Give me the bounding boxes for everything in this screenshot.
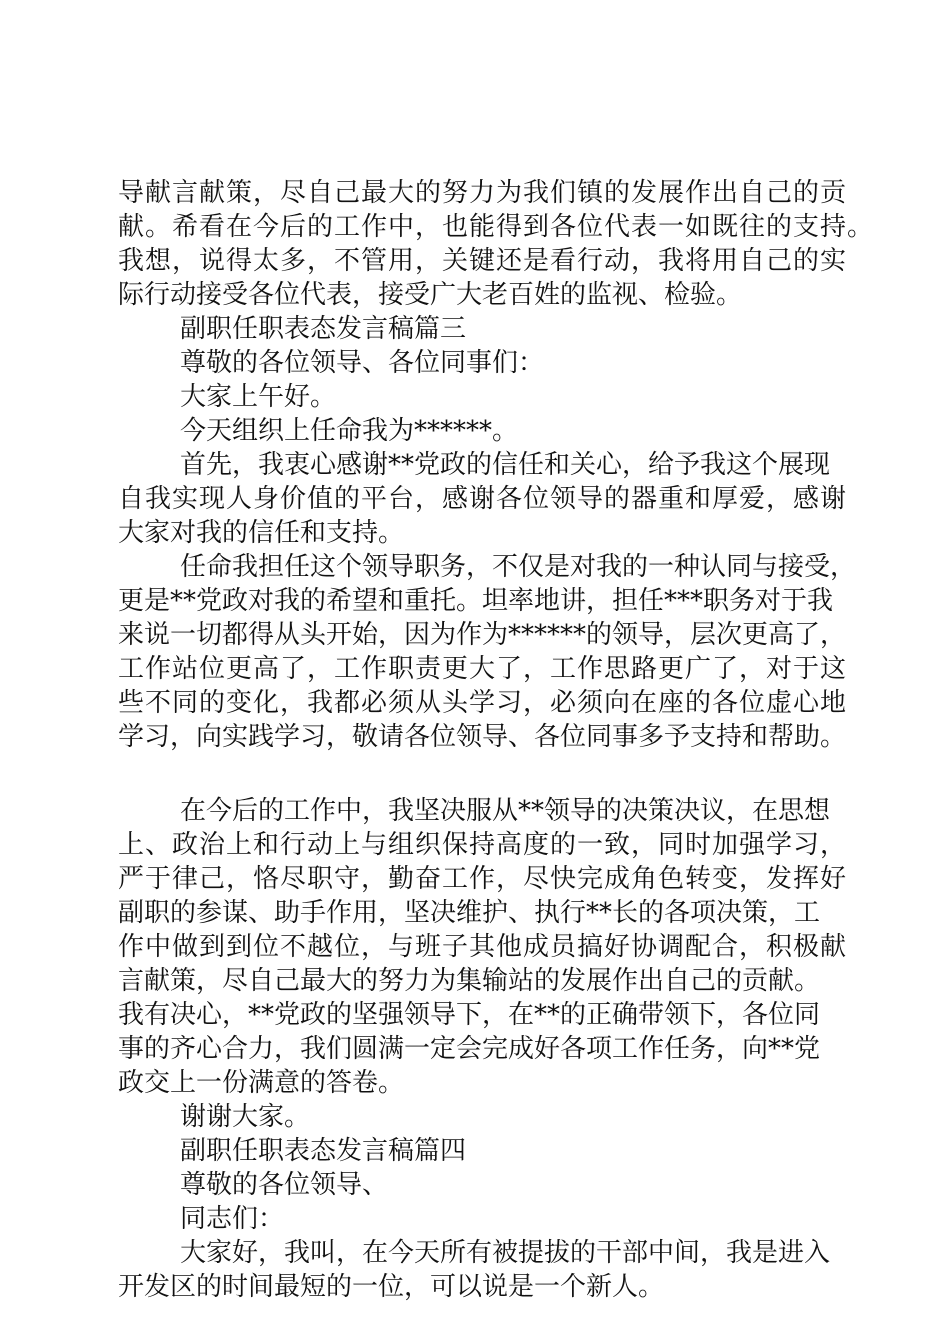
salutation: 尊敬的各位领导、 xyxy=(180,1170,389,1200)
text-line: 工作站位更高了，工作职责更大了，工作思路更广了，对于这 xyxy=(118,654,848,684)
text-line: 言献策，尽自己最大的努力为集输站的发展作出自己的贡献。 xyxy=(118,966,821,996)
text-line: 今天组织上任命我为******。 xyxy=(180,416,519,446)
text-line: 任命我担任这个领导职务，不仅是对我的一种认同与接受， xyxy=(180,552,857,582)
text-line: 首先，我衷心感谢**党政的信任和关心，给予我这个展现 xyxy=(180,450,831,480)
text-line: 在今后的工作中，我坚决服从**领导的决策决议，在思想 xyxy=(180,796,831,826)
text-line: 些不同的变化，我都必须从头学习，必须向在座的各位虚心地 xyxy=(118,688,848,718)
section-heading: 副职任职表态发言稿篇三 xyxy=(180,314,467,344)
text-line: 大家好，我叫，在今天所有被提拔的干部中间，我是进入 xyxy=(180,1238,831,1268)
text-line: 际行动接受各位代表，接受广大老百姓的监视、检验。 xyxy=(118,280,743,310)
text-line: 学习，向实践学习，敬请各位领导、各位同事多予支持和帮助。 xyxy=(118,722,847,752)
text-line: 上、政治上和行动上与组织保持高度的一致，同时加强学习， xyxy=(118,830,848,860)
text-line: 作中做到到位不越位，与班子其他成员搞好协调配合，积极献 xyxy=(118,932,848,962)
text-line: 政交上一份满意的答卷。 xyxy=(118,1068,405,1098)
text-line: 导献言献策，尽自己最大的努力为我们镇的发展作出自己的贡 xyxy=(118,178,848,208)
text-line: 事的齐心合力，我们圆满一定会完成好各项工作任务，向**党 xyxy=(118,1034,821,1064)
text-line: 大家对我的信任和支持。 xyxy=(118,518,405,548)
text-line: 自我实现人身价值的平台，感谢各位领导的器重和厚爱，感谢 xyxy=(118,484,848,514)
salutation: 尊敬的各位领导、各位同事们： xyxy=(180,348,545,378)
text-line: 副职的参谋、助手作用，坚决维护、执行**长的各项决策，工 xyxy=(118,898,821,928)
text-line: 开发区的时间最短的一位，可以说是一个新人。 xyxy=(118,1272,665,1302)
section-heading: 副职任职表态发言稿篇四 xyxy=(180,1136,467,1166)
text-line: 大家上午好。 xyxy=(180,382,337,412)
text-line: 我想，说得太多，不管用，关键还是看行动，我将用自己的实 xyxy=(118,246,848,276)
text-line: 谢谢大家。 xyxy=(180,1102,311,1132)
text-line: 来说一切都得从头开始，因为作为******的领导，层次更高了， xyxy=(118,620,847,650)
salutation: 同志们： xyxy=(180,1204,285,1234)
text-line: 献。希看在今后的工作中，也能得到各位代表一如既往的支持。 xyxy=(118,212,875,242)
text-line: 我有决心，**党政的坚强领导下，在**的正确带领下，各位同 xyxy=(118,1000,821,1030)
text-line: 更是**党政对我的希望和重托。坦率地讲，担任***职务对于我 xyxy=(118,586,834,616)
text-line: 严于律己，恪尽职守，勤奋工作，尽快完成角色转变，发挥好 xyxy=(118,864,848,894)
